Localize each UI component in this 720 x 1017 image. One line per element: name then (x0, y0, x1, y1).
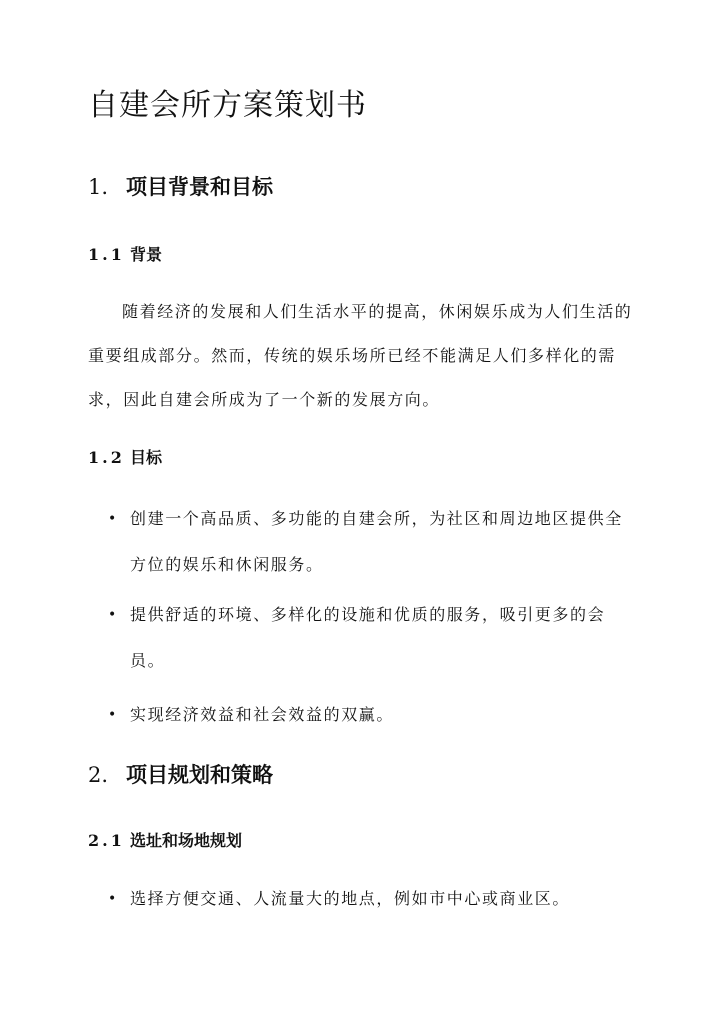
list-item (108, 496, 628, 588)
subsection-1-2-number: 1.2 (88, 448, 125, 467)
section-1-title: 项目背景和目标 (126, 174, 273, 199)
subsection-1-2-heading (88, 446, 162, 470)
goal-item-2-text: 提供舒适的环境、多样化的设施和优质的服务，吸引更多的会员。 (130, 605, 606, 670)
list-item (108, 692, 628, 738)
section-2-heading (88, 760, 273, 790)
background-paragraph: 随着经济的发展和人们生活水平的提高，休闲娱乐成为人们生活的重要组成部分。然而，传统的娱乐场所已经不能满足人们多样化的需求，因此自建会所成为了一个新的发展方向。 (88, 302, 633, 409)
subsection-2-1-heading (88, 829, 242, 853)
document-title: 自建会所方案策划书 (88, 88, 367, 123)
bullet-icon: • (108, 707, 118, 723)
list-item (108, 876, 628, 922)
bullet-icon: • (108, 891, 118, 907)
goal-item-3-text: 实现经济效益和社会效益的双赢。 (130, 705, 395, 724)
section-2-number: 2. (88, 763, 109, 787)
subsection-1-1-heading (88, 243, 162, 267)
goal-item-1-text: 创建一个高品质、多功能的自建会所，为社区和周边地区提供全方位的娱乐和休闲服务。 (130, 509, 623, 574)
subsection-1-2-title: 目标 (130, 448, 163, 467)
list-item (108, 592, 628, 684)
subsection-2-1-number: 2.1 (88, 831, 125, 850)
bullet-icon: • (108, 607, 118, 623)
subsection-1-1-number: 1.1 (88, 245, 125, 264)
subsection-1-1-title: 背景 (130, 245, 163, 264)
section-2-title: 项目规划和策略 (126, 762, 273, 787)
site-item-1-text: 选择方便交通、人流量大的地点，例如市中心或商业区。 (130, 889, 571, 908)
bullet-icon: • (108, 511, 118, 527)
section-1-number: 1. (88, 175, 109, 199)
subsection-2-1-title: 选址和场地规划 (130, 831, 243, 850)
section-1-heading (88, 172, 273, 202)
